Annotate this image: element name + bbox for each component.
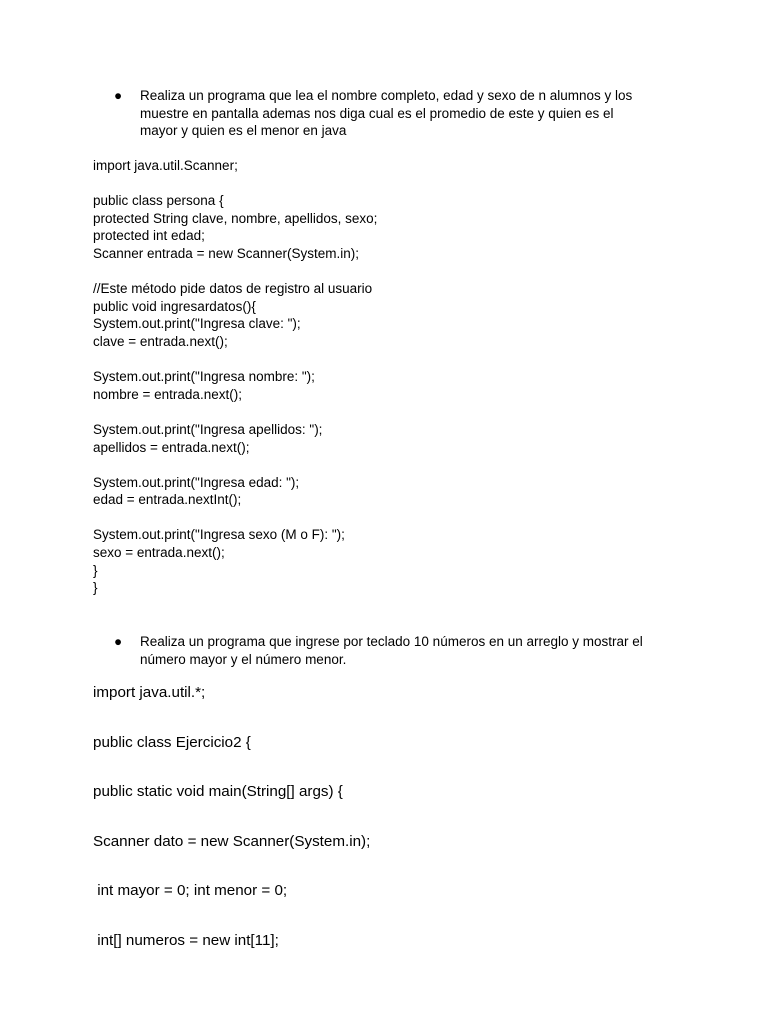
task1-bullet-item: [114, 87, 674, 140]
code-block-ejercicio2: [93, 668, 370, 965]
code-line: public static void main(String[] args) {: [93, 783, 343, 800]
task2-text: [140, 633, 674, 668]
code-line: System.out.print("Ingresa sexo (M o F): ");: [93, 527, 345, 543]
code-line: System.out.print("Ingresa edad: ");: [93, 474, 300, 490]
code-line: public class persona {: [93, 193, 224, 209]
code-line: Scanner entrada = new Scanner(System.in);: [93, 245, 360, 261]
code-line: //Este método pide datos de registro al usuario: [93, 281, 373, 297]
code-line: [93, 351, 377, 369]
code-line: int mayor = 0; int menor = 0;: [93, 882, 288, 899]
code-line: System.out.print("Ingresa apellidos: ");: [93, 421, 323, 437]
task2-line: número mayor y el número menor.: [140, 651, 347, 667]
code-line: [93, 403, 377, 421]
task2-line: Realiza un programa que ingrese por teclado 10 números en un arreglo y mostrar el: [140, 634, 643, 649]
bullet-icon: ●: [114, 634, 123, 649]
code-line: System.out.print("Ingresa clave: ");: [93, 316, 301, 332]
task1-text: [140, 87, 674, 140]
code-line: nombre = entrada.next();: [93, 386, 242, 402]
code-line: apellidos = entrada.next();: [93, 439, 250, 455]
task1-line: Realiza un programa que lea el nombre completo, edad y sexo de n alumnos y los: [140, 88, 633, 103]
code-line: }: [93, 562, 98, 578]
code-line: import java.util.Scanner;: [93, 158, 238, 173]
task2-bullet-item: [114, 633, 674, 668]
code-line: edad = entrada.nextInt();: [93, 492, 242, 508]
code-line: [93, 456, 377, 474]
task1-line: muestre en pantalla ademas nos diga cual es el promedio de este y quien es el: [140, 105, 614, 121]
code-line: protected int edad;: [93, 228, 205, 244]
code-line: [93, 263, 377, 281]
code-line: [93, 509, 377, 527]
code-line: public void ingresardatos(){: [93, 298, 256, 314]
code-line: System.out.print("Ingresa nombre: ");: [93, 369, 315, 385]
code-block-persona: [93, 157, 377, 597]
code-line: sexo = entrada.next();: [93, 545, 225, 561]
bullet-icon: ●: [114, 88, 123, 103]
code-line: protected String clave, nombre, apellidos, sexo;: [93, 210, 378, 226]
code-line: import java.util.*;: [93, 684, 206, 701]
code-line: public class Ejercicio2 {: [93, 733, 251, 751]
code-line: int[] numeros = new int[11];: [93, 931, 279, 949]
code-line: Scanner dato = new Scanner(System.in);: [93, 832, 371, 850]
code-line: clave = entrada.next();: [93, 333, 228, 349]
task1-line: mayor y quien es el menor en java: [140, 123, 347, 139]
code-line: [93, 175, 377, 193]
code-line: }: [93, 580, 98, 596]
